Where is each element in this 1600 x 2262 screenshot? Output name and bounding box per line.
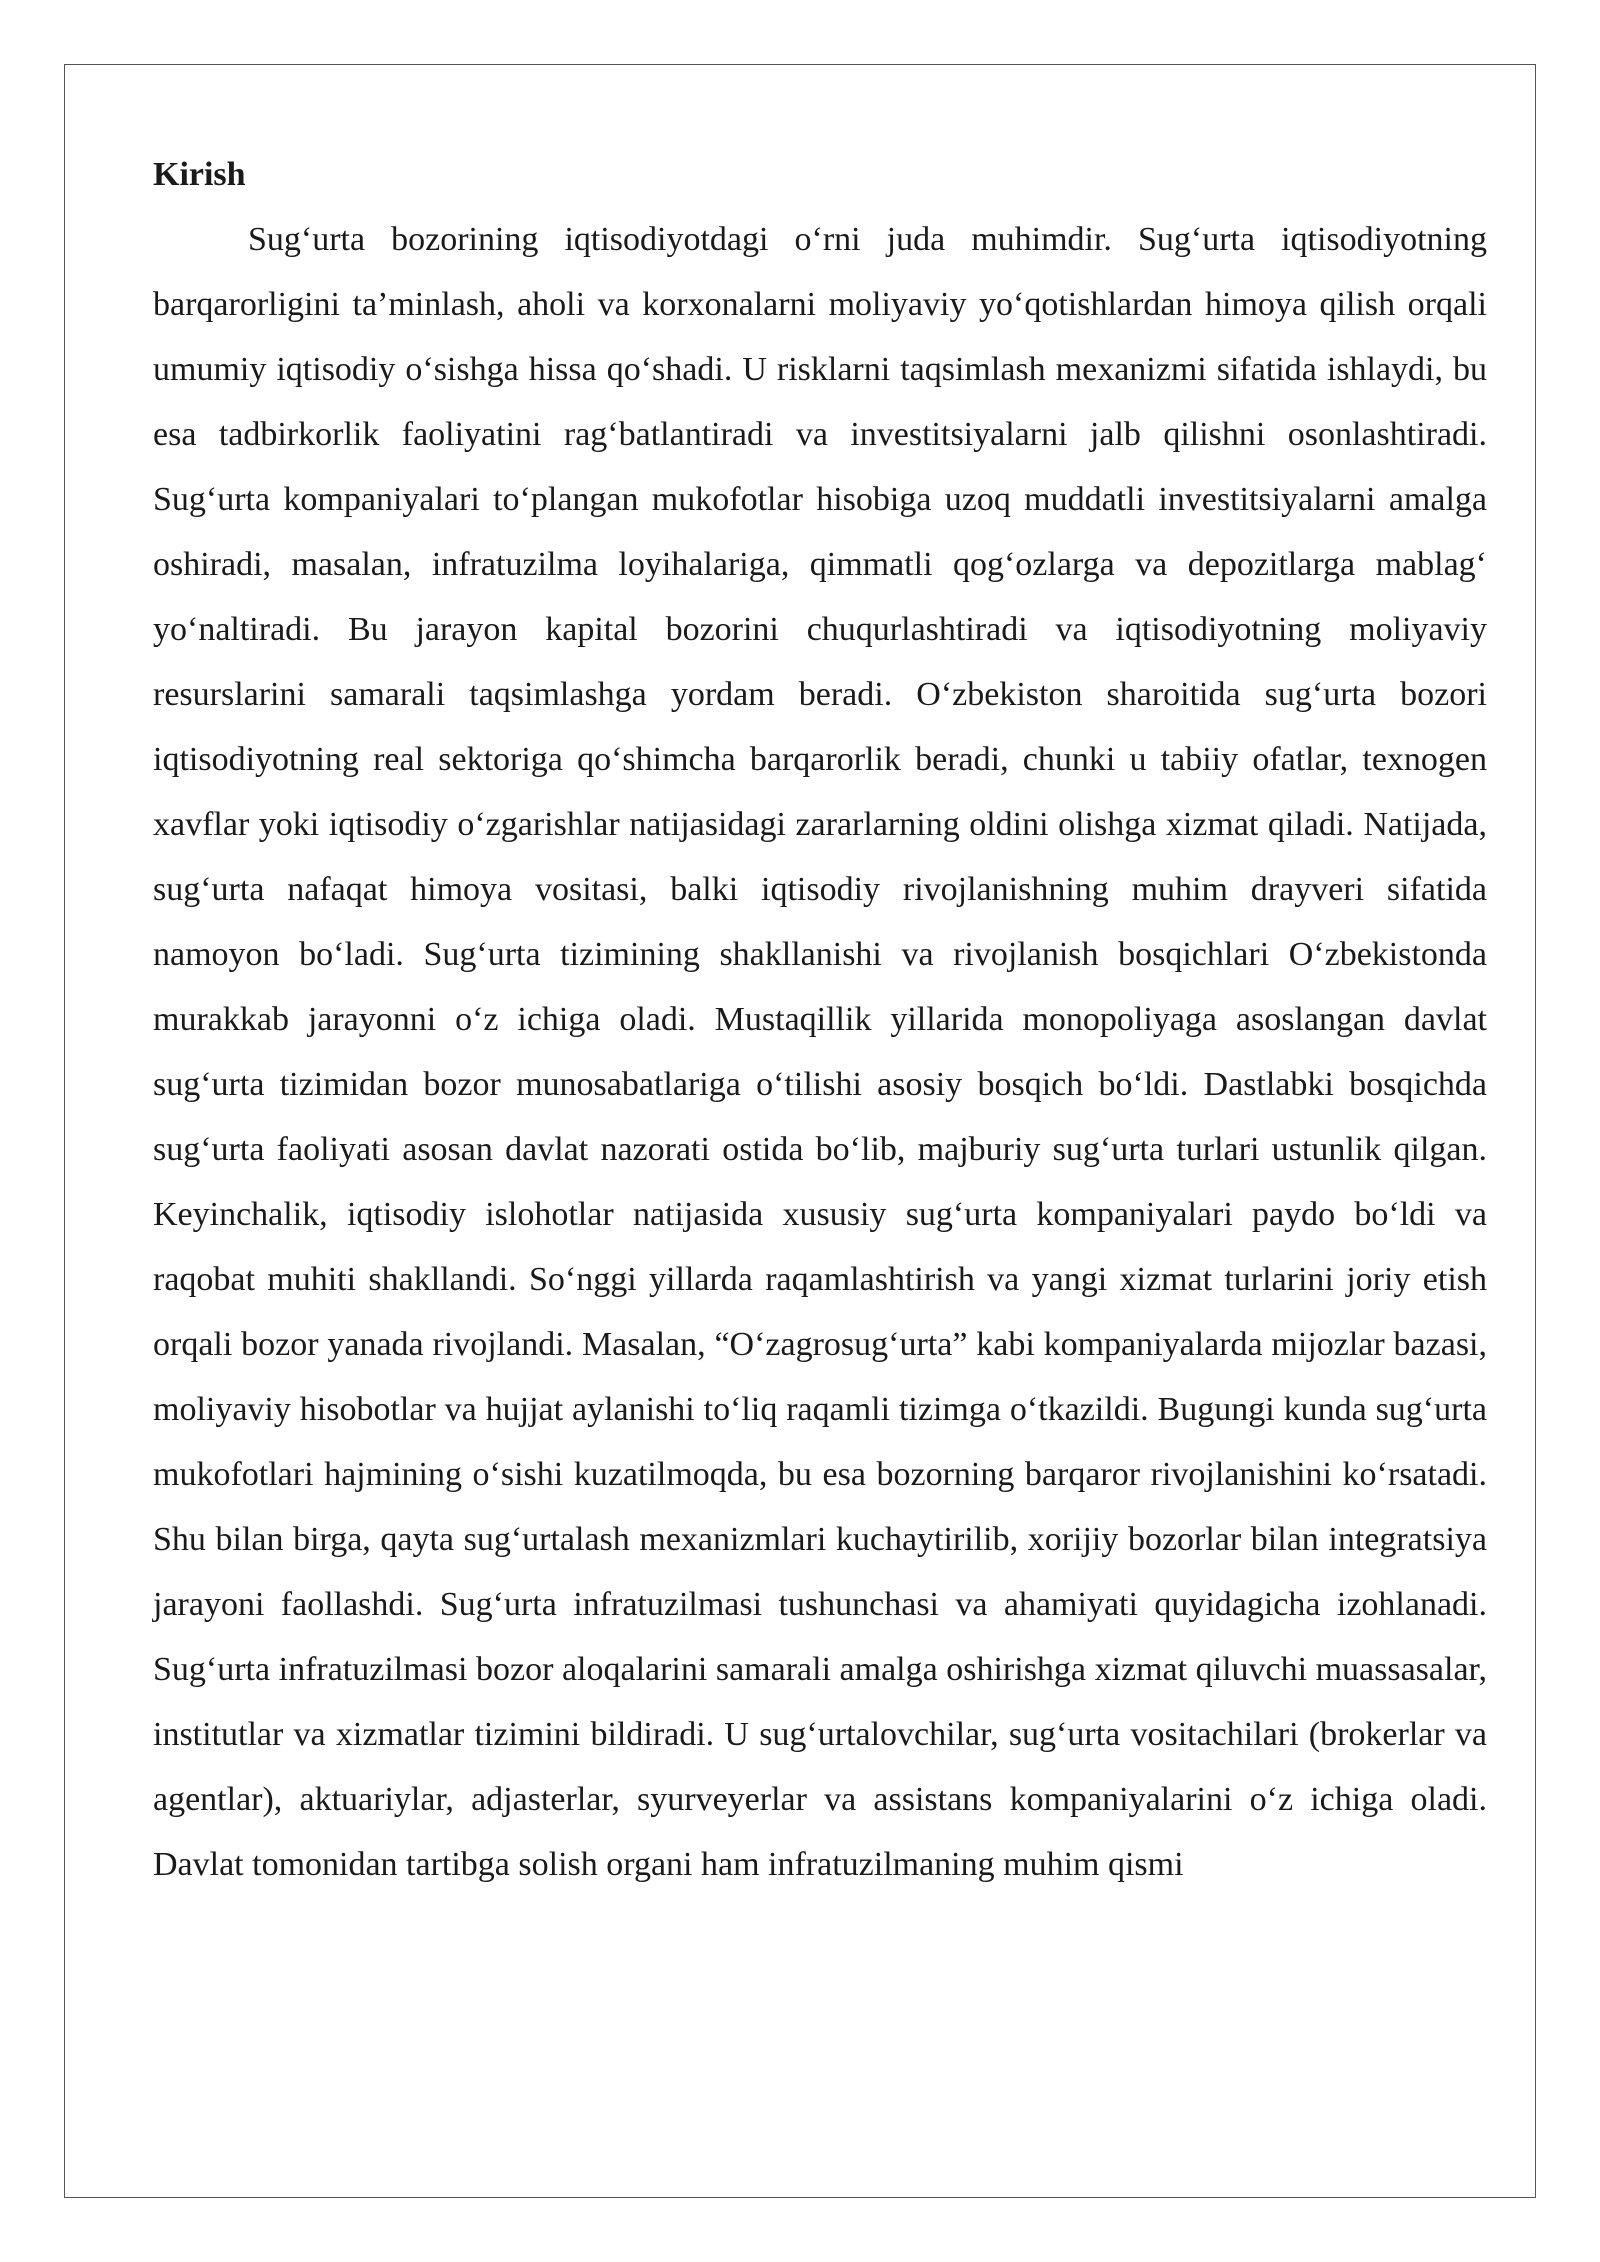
body-paragraph: Sug‘urta bozorining iqtisodiyotdagi o‘rni juda muhimdir. Sug‘urta iqtisodiyotning barqarorligini ta’minlash, aholi va korxonalarni moliyaviy yo‘qotishlardan himoya qilish orqali umumiy iqtisodiy o‘sishga hissa qo‘shadi. U risklarni taqsimlash mexanizmi sifatida ishlaydi, bu esa tadbirkorlik faoliyatini rag‘batlantiradi va investitsiyalarni jalb qilishni osonlashtiradi. Sug‘urta kompaniyalari to‘plangan mukofotlar hisobiga uzoq muddatli investitsiyalarni amalga oshiradi, masalan, infratuzilma loyihalariga, qimmatli qog‘ozlarga va depozitlarga mablag‘ yo‘naltiradi. Bu jarayon kapital bozorini chuqurlashtiradi va iqtisodiyotning moliyaviy resurslarini samarali taqsimlashga yordam beradi. O‘zbekiston sharoitida sug‘urta bozori iqtisodiyotning real sektoriga qo‘shimcha barqarorlik beradi, chunki u tabiiy ofatlar, texnogen xavflar yoki iqtisodiy o‘zgarishlar natijasidagi zararlarning oldini olishga xizmat qiladi. Natijada, sug‘urta nafaqat himoya vositasi, balki iqtisodiy rivojlanishning muhim drayveri sifatida namoyon bo‘ladi. Sug‘urta tizimining shakllanishi va rivojlanish bosqichlari O‘zbekistonda murakkab jarayonni o‘z ichiga oladi. Mustaqillik yillarida monopoliyaga asoslangan davlat sug‘urta tizimidan bozor munosabatlariga o‘tilishi asosiy bosqich bo‘ldi. Dastlabki bosqichda sug‘urta faoliyati asosan davlat nazorati ostida bo‘lib, majburiy sug‘urta turlari ustunlik qilgan. Keyinchalik, iqtisodiy islohotlar natijasida xususiy sug‘urta kompaniyalari paydo bo‘ldi va raqobat muhiti shakllandi. So‘nggi yillarda raqamlashtirish va yangi xizmat turlarini joriy etish orqali bozor yanada rivojlandi. Masalan, “O‘zagrosug‘urta” kabi kompaniyalarda mijozlar bazasi, moliyaviy hisobotlar va hujjat aylanishi to‘liq raqamli tizimga o‘tkazildi. Bugungi kunda sug‘urta mukofotlari hajmining o‘sishi kuzatilmoqda, bu esa bozorning barqaror rivojlanishini ko‘rsatadi. Shu bilan birga, qayta sug‘urtalash mexanizmlari kuchaytirilib, xorijiy bozorlar bilan integratsiya jarayoni faollashdi. Sug‘urta infratuzilmasi tushunchasi va ahamiyati quyidagicha izohlanadi. Sug‘urta infratuzilmasi bozor aloqalarini samarali amalga oshirishga xizmat qiluvchi muassasalar, institutlar va xizmatlar tizimini bildiradi. U sug‘urtalovchilar, sug‘urta vositachilari (brokerlar va agentlar), aktuariylar, adjasterlar, syurveyerlar va assistans kompaniyalarini o‘z ichiga oladi. Davlat tomonidan tartibga solish organi ham infratuzilmaning muhim qismi [153,221,1487,1883]
section-heading: Kirish [153,156,246,193]
document-content [153,142,1487,1897]
